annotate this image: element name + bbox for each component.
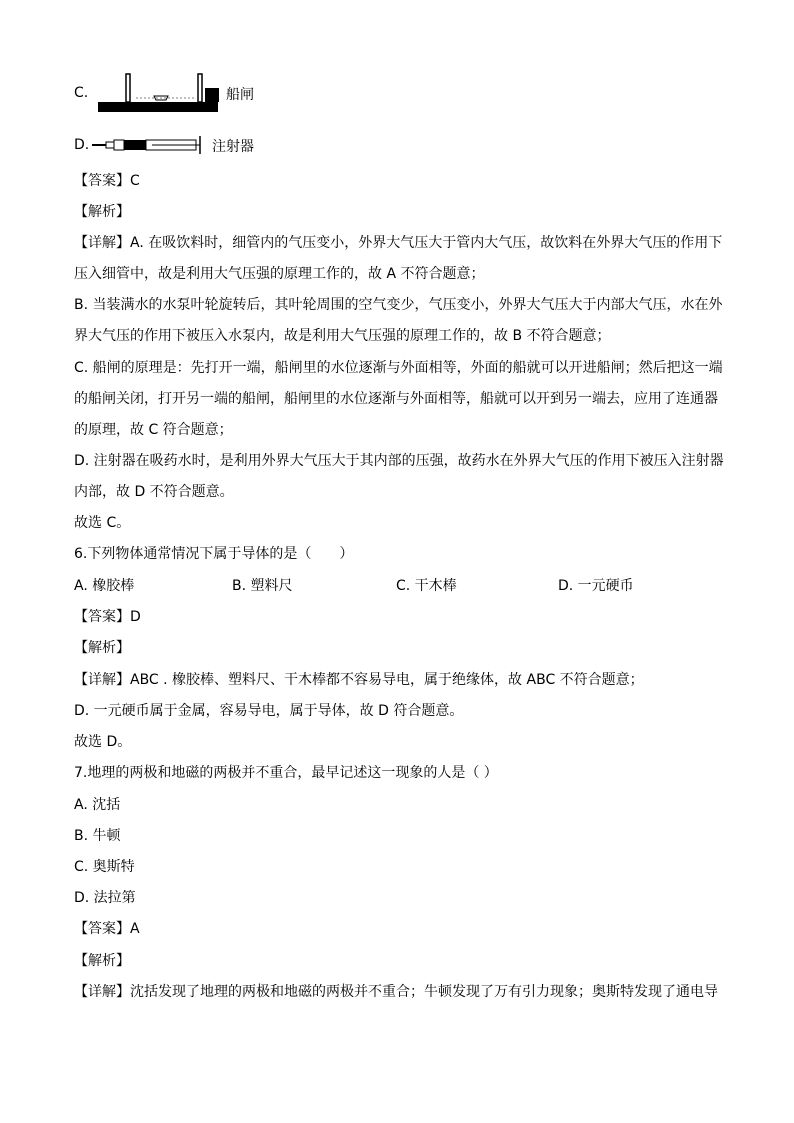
- q5-analysis-line: 压入细管中，故是利用大气压强的原理工作的，故 A 不符合题意；: [74, 266, 485, 282]
- q6-analysis-heading: 【解析】: [74, 640, 130, 656]
- q7-option-d: D. 法拉第: [74, 890, 136, 906]
- q5-analysis-line: D. 注射器在吸药水时，是利用外界大气压大于其内部的压强，故药水在外界大气压的作用下被压入注射器: [74, 453, 724, 469]
- syringe-figure: [92, 134, 208, 156]
- q7-analysis-line: 【详解】沈括发现了地理的两极和地磁的两极并不重合；牛顿发现了万有引力现象；奥斯特发现了通电导: [74, 984, 718, 1000]
- q6-option-c: C. 干木棒: [396, 578, 457, 594]
- q5-analysis-line: C. 船闸的原理是：先打开一端，船闸里的水位逐渐与外面相等，外面的船就可以开进船闸；然后把这一端: [74, 360, 723, 376]
- option-d-letter: D.: [74, 137, 90, 153]
- q5-analysis-line: B. 当装满水的水泵叶轮旋转后，其叶轮周围的空气变少，气压变小，外界大气压大于内部大气压，水在外: [74, 297, 723, 313]
- q7-option-a: A. 沈括: [74, 797, 121, 813]
- q6-option-a: A. 橡胶棒: [74, 578, 135, 594]
- q6-conclusion: 故选 D。: [74, 734, 132, 750]
- option-c-caption: 船闸: [226, 87, 254, 103]
- q5-analysis-heading: 【解析】: [74, 204, 130, 220]
- q5-analysis-line: 的原理，故 C 符合题意；: [74, 422, 233, 438]
- q5-analysis-line: 【详解】A. 在吸饮料时，细管内的气压变小，外界大气压大于管内大气压，故饮料在外界大气压的作用下: [74, 235, 723, 251]
- q6-answer: 【答案】D: [74, 609, 141, 625]
- option-c-letter: C.: [74, 85, 89, 101]
- q6-analysis-line: 【详解】ABC . 橡胶棒、塑料尺、干木棒都不容易导电，属于绝缘体，故 ABC 不符合题意；: [74, 672, 644, 688]
- q7-option-c: C. 奥斯特: [74, 859, 135, 875]
- ship-lock-figure: [96, 72, 222, 114]
- q5-analysis-line: 的船闸关闭，打开另一端的船闸，船闸里的水位逐渐与外面相等，船就可以开到另一端去，应用了连通器: [74, 391, 718, 407]
- q6-analysis-line: D. 一元硬币属于金属，容易导电，属于导体，故 D 符合题意。: [74, 703, 464, 719]
- q7-analysis-heading: 【解析】: [74, 953, 130, 969]
- q5-analysis-line: 内部，故 D 不符合题意。: [74, 484, 234, 500]
- q5-analysis-line: 界大气压的作用下被压入水泵内，故是利用大气压强的原理工作的，故 B 不符合题意；: [74, 328, 611, 344]
- q5-conclusion: 故选 C。: [74, 515, 131, 531]
- q7-stem: 7.地理的两极和地磁的两极并不重合，最早记述这一现象的人是（ ）: [74, 765, 498, 781]
- q6-stem: 6.下列物体通常情况下属于导体的是（ ）: [74, 546, 354, 562]
- q6-option-d: D. 一元硬币: [558, 578, 634, 594]
- option-d-caption: 注射器: [212, 139, 254, 155]
- q6-option-b: B. 塑料尺: [232, 578, 293, 594]
- q7-option-b: B. 牛顿: [74, 828, 121, 844]
- q5-answer: 【答案】C: [74, 173, 140, 189]
- q7-answer: 【答案】A: [74, 921, 140, 937]
